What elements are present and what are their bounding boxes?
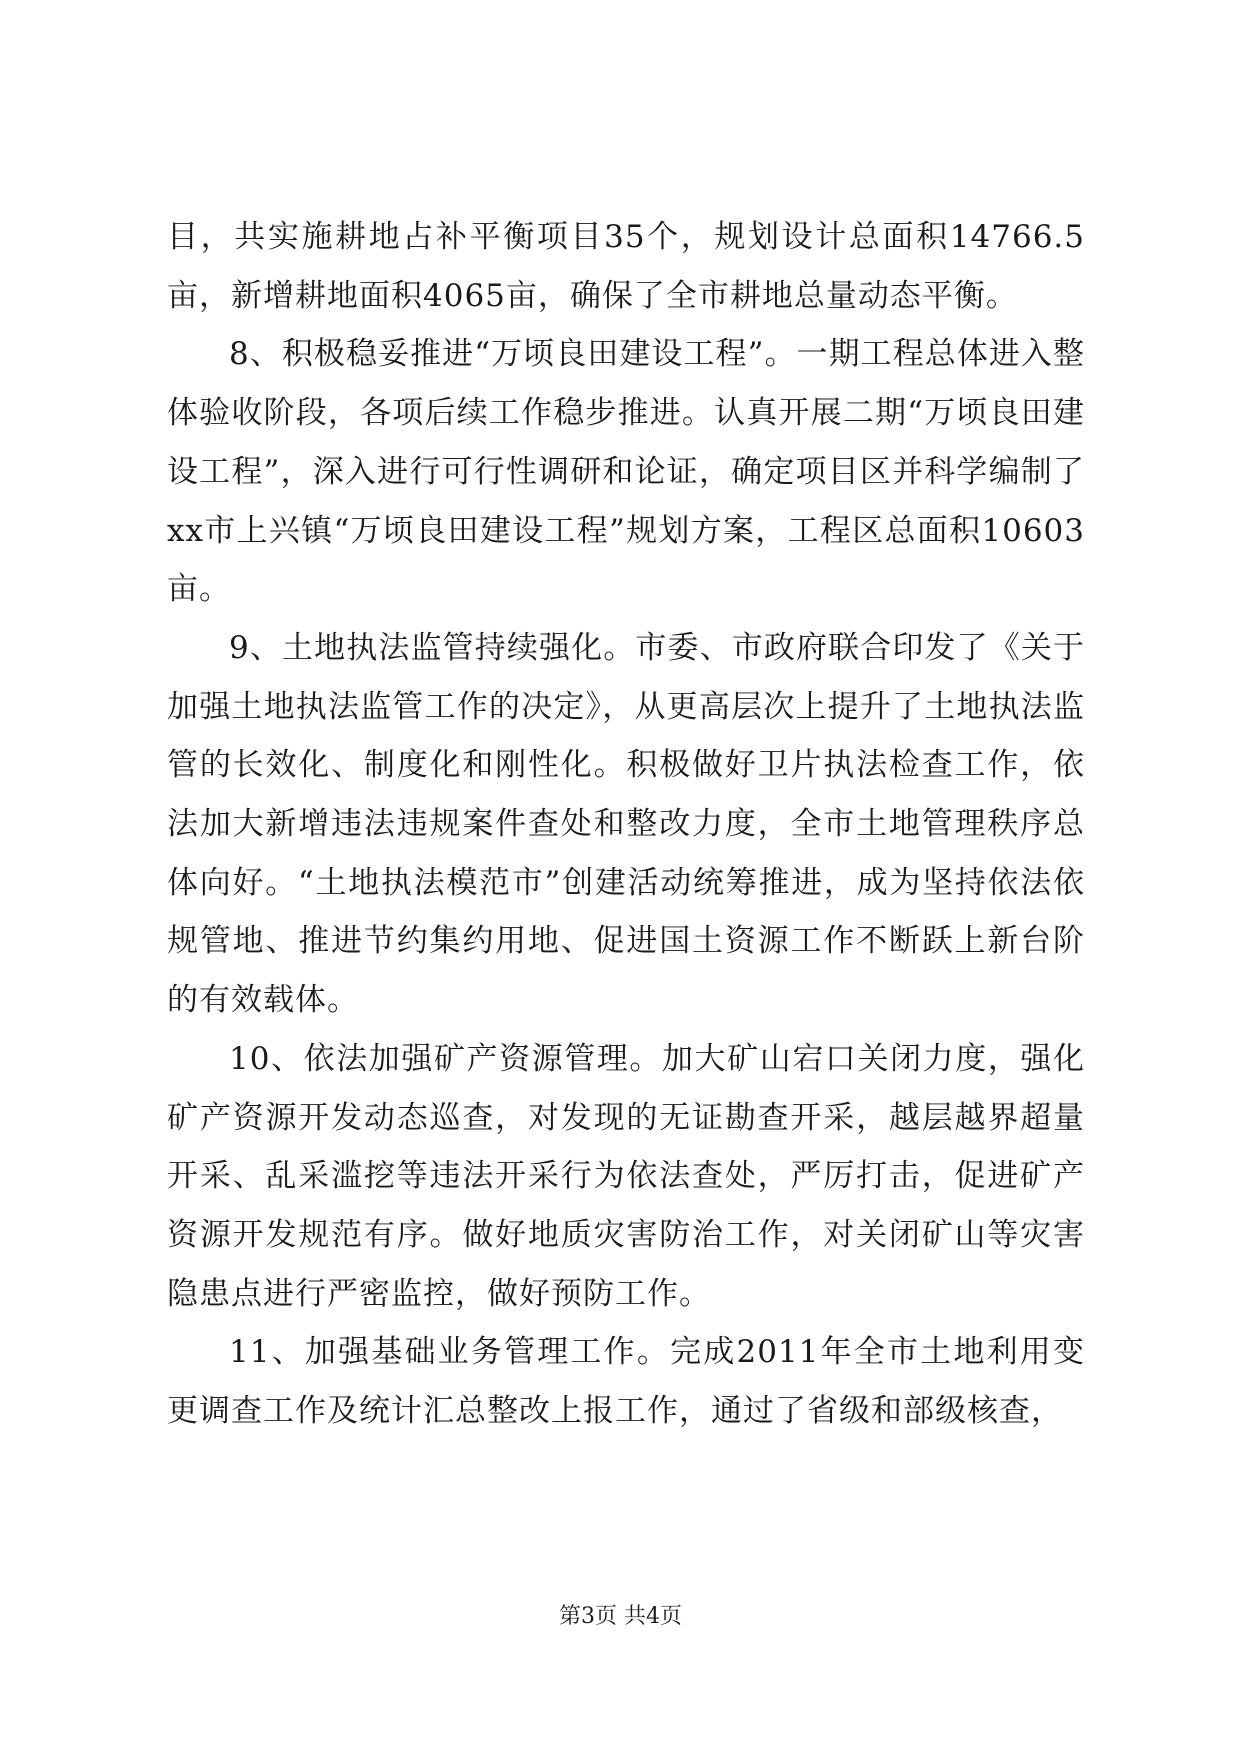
paragraph-item-8: 8、积极稳妥推进“万顷良田建设工程”。一期工程总体进入整体验收阶段，各项后续工作稳步推进。认真开展二期“万顷良田建设工程”，深入进行可行性调研和论证，确定项目区并科学编制了xx市上兴镇“万顷良田建设工程”规划方案，工程区总面积10603亩。 [167, 336, 1085, 608]
page-number-label: 第3页 共4页 [559, 1604, 682, 1629]
document-body [167, 208, 1085, 1441]
page-footer [0, 1602, 1241, 1632]
paragraph-item-11: 11、加强基础业务管理工作。完成2011年全市土地利用变更调查工作及统计汇总整改上报工作，通过了省级和部级核查， [167, 1334, 1085, 1430]
paragraph-item-10: 10、依法加强矿产资源管理。加大矿山宕口关闭力度，强化矿产资源开发动态巡查，对发现的无证勘查开采，越层越界超量开采、乱采滥挖等违法开采行为依法查处，严厉打击，促进矿产资源开发规范有序。做好地质灾害防治工作，对关闭矿山等灾害隐患点进行严密监控，做好预防工作。 [167, 1040, 1085, 1312]
paragraph-item-9: 9、土地执法监管持续强化。市委、市政府联合印发了《关于加强土地执法监管工作的决定》，从更高层次上提升了土地执法监管的长效化、制度化和刚性化。积极做好卫片执法检查工作，依法加大新增违法违规案件查处和整改力度，全市土地管理秩序总体向好。“土地执法模范市”创建活动统筹推进，成为坚持依法依规管地、推进节约集约用地、促进国土资源工作不断跃上新台阶的有效载体。 [167, 629, 1085, 1019]
paragraph-continuation: 目，共实施耕地占补平衡项目35个，规划设计总面积14766.5亩，新增耕地面积4065亩，确保了全市耕地总量动态平衡。 [167, 219, 1085, 314]
